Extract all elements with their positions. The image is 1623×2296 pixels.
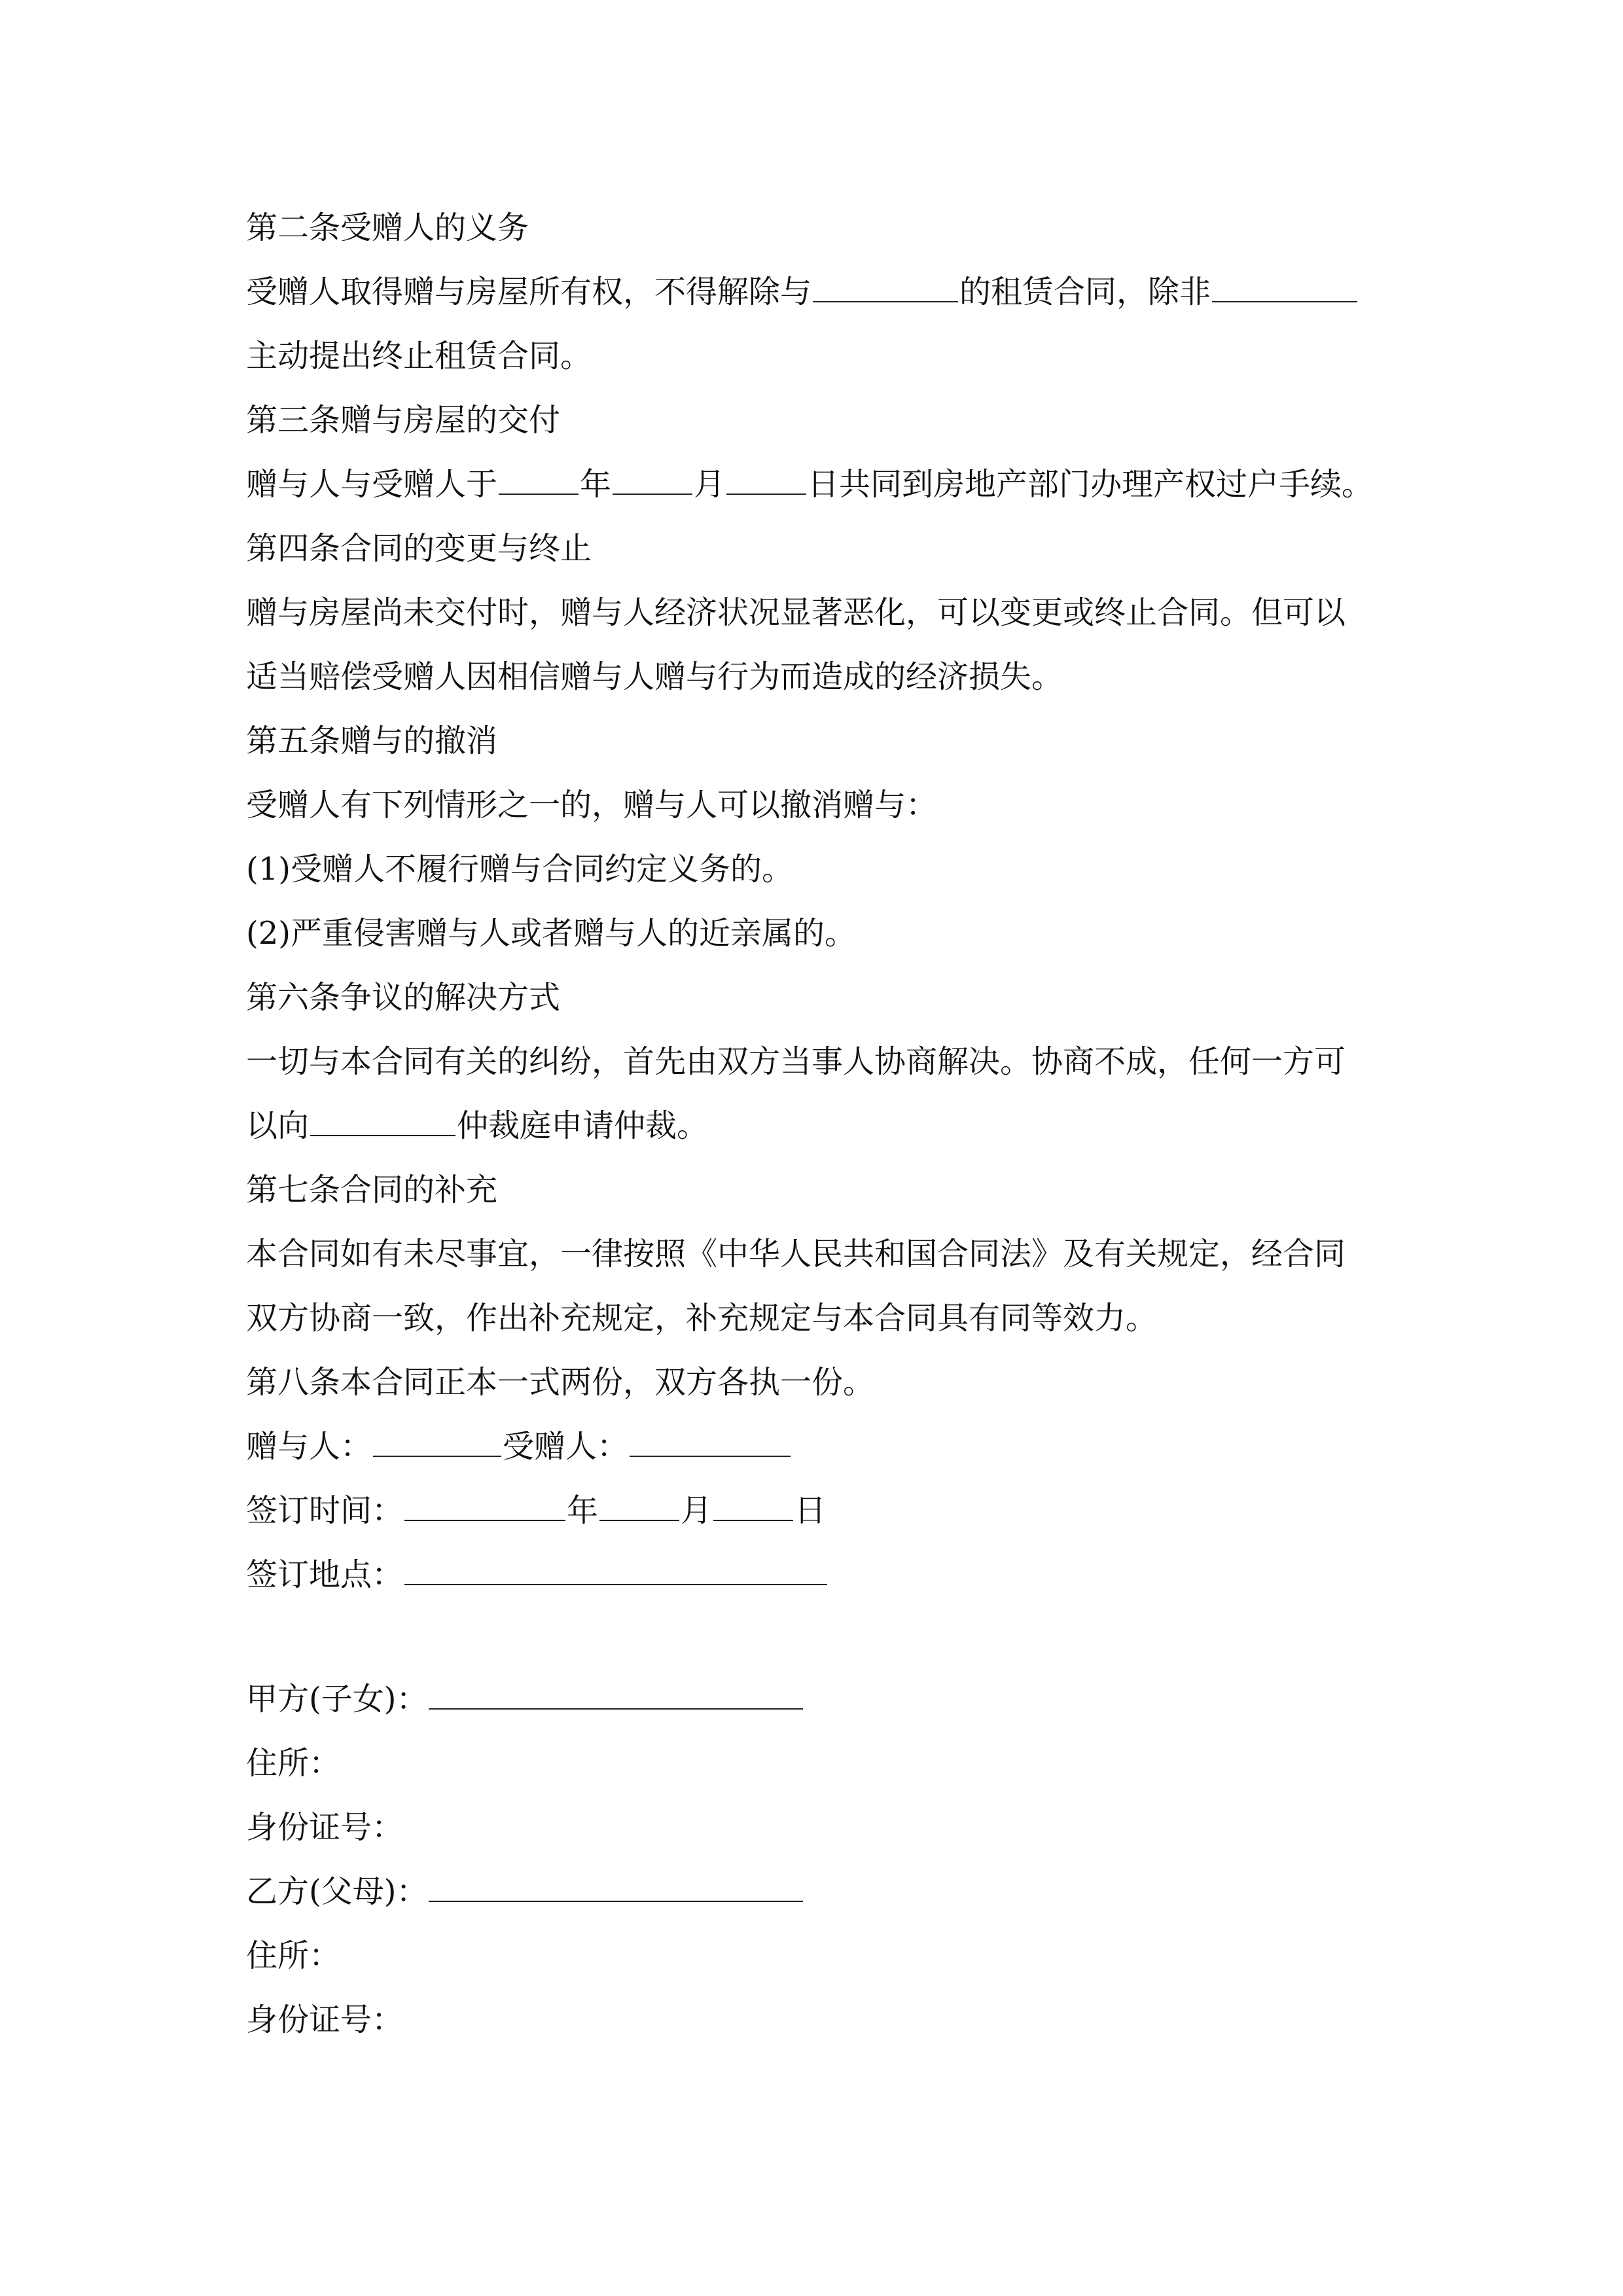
article-5-item-2	[246, 914, 856, 953]
article-2-paragraph	[246, 272, 1359, 312]
signing-month-label: 月	[681, 1492, 713, 1529]
article-2-heading	[246, 208, 529, 247]
article-3-text-d: 日共同到房地产部门办理产权过户手续。	[808, 466, 1374, 503]
article-2-heading-text: 第二条受赠人的义务	[246, 209, 529, 246]
article-7-paragraph-1	[246, 1234, 1346, 1274]
donee-signature-blank[interactable]	[630, 1427, 791, 1457]
party-a-residence-label: 住所：	[246, 1745, 341, 1782]
signing-time-label: 签订时间：	[246, 1492, 404, 1529]
article-7-heading	[246, 1170, 497, 1210]
signing-parties-line	[246, 1427, 792, 1466]
article-6-text-2a: 以向	[246, 1107, 310, 1144]
article-6-text-1: 一切与本合同有关的纠纷，首先由双方当事人协商解决。协商不成，任何一方可	[246, 1043, 1346, 1080]
article-7-text-2: 双方协商一致，作出补充规定，补充规定与本合同具有同等效力。	[246, 1300, 1158, 1336]
party-b-residence-line	[246, 1936, 340, 1975]
lessee-blank[interactable]	[813, 272, 958, 302]
article-4-paragraph-1	[246, 593, 1346, 632]
donee-label: 受赠人：	[503, 1428, 629, 1465]
article-7-paragraph-2	[246, 1299, 1157, 1338]
article-7-text-1: 本合同如有未尽事宜，一律按照《中华人民共和国合同法》及有关规定，经合同	[246, 1236, 1346, 1272]
article-5-item-1-text: (1)受赠人不履行赠与合同约定义务的。	[246, 851, 793, 888]
article-4-heading-text: 第四条合同的变更与终止	[246, 530, 592, 567]
article-5-item-1	[246, 850, 793, 889]
article-8-text: 第八条本合同正本一式两份，双方各执一份。	[246, 1364, 875, 1401]
party-a-label: 甲方(子女)：	[246, 1681, 428, 1717]
donor-label: 赠与人：	[246, 1428, 372, 1465]
party-a-blank[interactable]	[429, 1679, 803, 1710]
article-3-heading	[246, 401, 560, 440]
article-5-item-2-text: (2)严重侵害赠与人或者赠与人的近亲属的。	[246, 915, 856, 952]
signing-day-label: 日	[794, 1492, 827, 1529]
article-5-heading	[246, 721, 497, 761]
lessee-blank-2[interactable]	[1212, 272, 1357, 302]
article-5-paragraph	[246, 785, 937, 825]
signing-place-line	[246, 1555, 829, 1594]
article-3-month-label: 月	[694, 466, 726, 503]
party-b-line	[246, 1872, 804, 1911]
signing-place-label: 签订地点：	[246, 1556, 404, 1593]
article-2-text-a: 受赠人取得赠与房屋所有权，不得解除与	[246, 274, 812, 310]
signing-year-blank[interactable]	[404, 1491, 565, 1521]
party-b-id-label: 身份证号：	[246, 2001, 404, 2038]
transfer-year-blank[interactable]	[499, 465, 579, 495]
article-5-heading-text: 第五条赠与的撤消	[246, 723, 498, 759]
party-b-id-line	[246, 2000, 403, 2039]
article-7-heading-text: 第七条合同的补充	[246, 1172, 498, 1208]
article-2-text-b: 的租赁合同，除非	[959, 274, 1211, 310]
party-b-label: 乙方(父母)：	[246, 1873, 428, 1910]
party-a-residence-line	[246, 1744, 340, 1783]
signing-time-line	[246, 1491, 826, 1530]
signing-day-blank[interactable]	[713, 1491, 793, 1521]
article-6-paragraph-1	[246, 1042, 1346, 1081]
article-6-heading-text: 第六条争议的解决方式	[246, 979, 561, 1016]
article-6-heading	[246, 978, 560, 1017]
article-6-paragraph-2	[246, 1106, 708, 1145]
arbitration-court-blank[interactable]	[310, 1106, 455, 1136]
party-b-residence-label: 住所：	[246, 1937, 341, 1974]
party-a-id-line	[246, 1808, 403, 1847]
article-4-heading	[246, 529, 592, 568]
article-3-heading-text: 第三条赠与房屋的交付	[246, 402, 561, 439]
signing-year-label: 年	[567, 1492, 599, 1529]
donor-signature-blank[interactable]	[373, 1427, 501, 1457]
article-2-text-c: 主动提出终止租赁合同。	[246, 338, 592, 374]
article-3-paragraph	[246, 465, 1373, 504]
party-a-id-label: 身份证号：	[246, 1809, 404, 1846]
article-4-text-2: 适当赔偿受赠人因相信赠与人赠与行为而造成的经济损失。	[246, 658, 1063, 695]
transfer-day-blank[interactable]	[726, 465, 806, 495]
article-6-text-2b: 仲裁庭申请仲裁。	[457, 1107, 709, 1144]
article-4-paragraph-2	[246, 657, 1063, 696]
transfer-month-blank[interactable]	[613, 465, 692, 495]
article-4-text-1: 赠与房屋尚未交付时，赠与人经济状况显著恶化，可以变更或终止合同。但可以	[246, 594, 1346, 631]
signing-month-blank[interactable]	[599, 1491, 679, 1521]
article-3-text-a: 赠与人与受赠人于	[246, 466, 498, 503]
article-5-text: 受赠人有下列情形之一的，赠与人可以撤消赠与：	[246, 787, 938, 823]
article-3-year-label: 年	[580, 466, 612, 503]
article-2-paragraph-cont	[246, 336, 592, 376]
party-a-line	[246, 1679, 804, 1719]
signing-place-blank[interactable]	[404, 1555, 827, 1585]
party-b-blank[interactable]	[429, 1872, 803, 1902]
article-8	[246, 1363, 874, 1402]
